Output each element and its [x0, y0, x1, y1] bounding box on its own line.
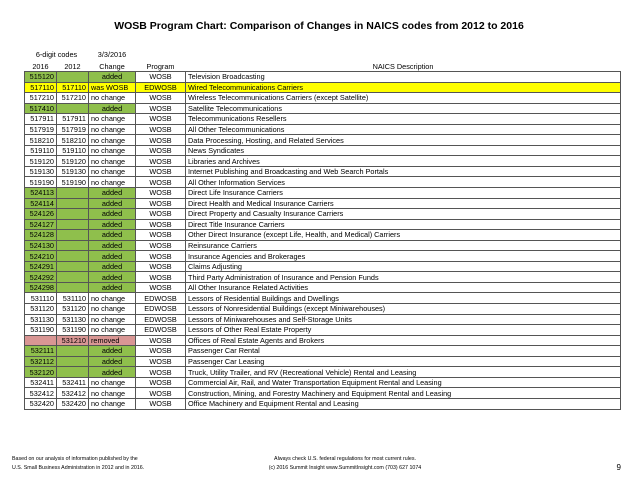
table-row — [25, 177, 621, 188]
code-2012-cell: 519190 — [57, 177, 89, 188]
table-row — [25, 272, 621, 283]
footer-right-line2: (c) 2016 Summit Insight www.SummitInsight.com (703) 627 1074 — [268, 465, 422, 471]
change-cell: no change — [89, 124, 136, 135]
program-cell: WOSB — [136, 356, 186, 367]
program-cell: WOSB — [136, 240, 186, 251]
code-2016-cell: 531130 — [25, 314, 57, 325]
table-row — [25, 346, 621, 357]
code-2016-cell: 524298 — [25, 282, 57, 293]
code-2016-cell: 524128 — [25, 230, 57, 241]
code-2016-cell: 524114 — [25, 198, 57, 209]
program-cell: EDWOSB — [136, 82, 186, 93]
program-cell: WOSB — [136, 114, 186, 125]
table-row — [25, 314, 621, 325]
description-cell: Wired Telecommunications Carriers — [186, 82, 621, 93]
table-row — [25, 388, 621, 399]
code-2012-cell — [57, 103, 89, 114]
code-2012-cell — [57, 209, 89, 220]
header-change: Change — [99, 62, 125, 71]
code-2012-cell: 531190 — [57, 325, 89, 336]
header-2016: 2016 — [32, 62, 49, 71]
change-cell: added — [89, 261, 136, 272]
program-cell: WOSB — [136, 282, 186, 293]
header-2012: 2012 — [64, 62, 81, 71]
page-number: 9 — [616, 463, 621, 472]
change-cell: no change — [89, 377, 136, 388]
description-cell: Wireless Telecommunications Carriers (except Satellite) — [186, 93, 621, 104]
code-2012-cell: 519110 — [57, 145, 89, 156]
description-cell: Office Machinery and Equipment Rental and Leasing — [186, 398, 621, 409]
code-2016-cell: 524113 — [25, 188, 57, 199]
table-row — [25, 82, 621, 93]
table-row — [25, 135, 621, 146]
code-2012-cell: 531130 — [57, 314, 89, 325]
code-2012-cell — [57, 219, 89, 230]
code-2012-cell: 519120 — [57, 156, 89, 167]
code-2012-cell: 531120 — [57, 304, 89, 315]
description-cell: Direct Life Insurance Carriers — [186, 188, 621, 199]
code-2016-cell: 531120 — [25, 304, 57, 315]
program-cell: WOSB — [136, 367, 186, 378]
table-row — [25, 356, 621, 367]
code-2016-cell: 517110 — [25, 82, 57, 93]
program-cell: WOSB — [136, 377, 186, 388]
table-row — [25, 72, 621, 83]
code-2016-cell: 517410 — [25, 103, 57, 114]
program-cell: WOSB — [136, 346, 186, 357]
description-cell: Offices of Real Estate Agents and Brokers — [186, 335, 621, 346]
description-cell: Telecommunications Resellers — [186, 114, 621, 125]
code-2012-cell — [57, 346, 89, 357]
code-2012-cell: 517911 — [57, 114, 89, 125]
table-row — [25, 251, 621, 262]
change-cell: added — [89, 282, 136, 293]
code-2012-cell — [57, 72, 89, 83]
code-2012-cell: 517210 — [57, 93, 89, 104]
program-cell: EDWOSB — [136, 304, 186, 315]
description-cell: Other Direct Insurance (except Life, Health, and Medical) Carriers — [186, 230, 621, 241]
code-2012-cell: 531110 — [57, 293, 89, 304]
code-2012-cell: 518210 — [57, 135, 89, 146]
program-cell: WOSB — [136, 219, 186, 230]
code-2016-cell: 517919 — [25, 124, 57, 135]
change-cell: added — [89, 240, 136, 251]
code-2012-cell: 532411 — [57, 377, 89, 388]
program-cell: WOSB — [136, 177, 186, 188]
table-row — [25, 166, 621, 177]
code-2012-cell — [57, 240, 89, 251]
description-cell: Direct Property and Casualty Insurance Carriers — [186, 209, 621, 220]
code-2016-cell: 531110 — [25, 293, 57, 304]
change-cell: no change — [89, 114, 136, 125]
naics-table-body — [25, 47, 621, 409]
footer-left-line1: Based on our analysis of information published by the — [12, 456, 138, 462]
change-cell: was WOSB — [89, 82, 136, 93]
program-cell: WOSB — [136, 156, 186, 167]
program-cell: WOSB — [136, 198, 186, 209]
code-2016-cell: 519120 — [25, 156, 57, 167]
code-2016-cell: 524210 — [25, 251, 57, 262]
code-2016-cell — [25, 335, 57, 346]
program-cell: WOSB — [136, 398, 186, 409]
table-row — [25, 335, 621, 346]
program-cell: WOSB — [136, 335, 186, 346]
change-cell: no change — [89, 398, 136, 409]
table-row — [25, 114, 621, 125]
code-2012-cell — [57, 251, 89, 262]
description-cell: Passenger Car Leasing — [186, 356, 621, 367]
code-2016-cell: 524127 — [25, 219, 57, 230]
change-cell: added — [89, 219, 136, 230]
code-2016-cell: 532411 — [25, 377, 57, 388]
footer-right — [230, 455, 460, 473]
change-cell: added — [89, 367, 136, 378]
description-cell: Libraries and Archives — [186, 156, 621, 167]
change-cell: no change — [89, 135, 136, 146]
table-row — [25, 398, 621, 409]
table-row — [25, 325, 621, 336]
description-cell: Claims Adjusting — [186, 261, 621, 272]
change-cell: no change — [89, 314, 136, 325]
table-row — [25, 377, 621, 388]
description-cell: Lessors of Residential Buildings and Dwellings — [186, 293, 621, 304]
table-row — [25, 93, 621, 104]
header-date: 3/3/2016 — [97, 50, 127, 59]
table-row — [25, 282, 621, 293]
code-2012-cell: 517110 — [57, 82, 89, 93]
table-row — [25, 156, 621, 167]
program-cell: WOSB — [136, 209, 186, 220]
program-cell: EDWOSB — [136, 314, 186, 325]
change-cell: added — [89, 72, 136, 83]
table-row — [25, 240, 621, 251]
description-cell: Satellite Telecommunications — [186, 103, 621, 114]
program-cell: WOSB — [136, 388, 186, 399]
code-2016-cell: 532420 — [25, 398, 57, 409]
change-cell: no change — [89, 166, 136, 177]
description-cell: All Other Information Services — [186, 177, 621, 188]
change-cell: no change — [89, 156, 136, 167]
description-cell: Truck, Utility Trailer, and RV (Recreational Vehicle) Rental and Leasing — [186, 367, 621, 378]
table-row — [25, 304, 621, 315]
code-2012-cell: 531210 — [57, 335, 89, 346]
program-cell: WOSB — [136, 251, 186, 262]
description-cell: Passenger Car Rental — [186, 346, 621, 357]
code-2016-cell: 532120 — [25, 367, 57, 378]
code-2016-cell: 531190 — [25, 325, 57, 336]
code-2012-cell — [57, 188, 89, 199]
program-cell: WOSB — [136, 261, 186, 272]
table-row — [25, 367, 621, 378]
change-cell: added — [89, 198, 136, 209]
change-cell: no change — [89, 325, 136, 336]
code-2016-cell: 524126 — [25, 209, 57, 220]
code-2012-cell — [57, 230, 89, 241]
code-2016-cell: 518210 — [25, 135, 57, 146]
code-2012-cell — [57, 261, 89, 272]
description-cell: All Other Telecommunications — [186, 124, 621, 135]
change-cell: removed — [89, 335, 136, 346]
code-2016-cell: 517210 — [25, 93, 57, 104]
description-cell: Commercial Air, Rail, and Water Transportation Equipment Rental and Leasing — [186, 377, 621, 388]
change-cell: added — [89, 230, 136, 241]
description-cell: Insurance Agencies and Brokerages — [186, 251, 621, 262]
code-2012-cell — [57, 356, 89, 367]
change-cell: added — [89, 356, 136, 367]
code-2016-cell: 532412 — [25, 388, 57, 399]
code-2016-cell: 519110 — [25, 145, 57, 156]
program-cell: WOSB — [136, 230, 186, 241]
table-row — [25, 188, 621, 199]
description-cell: Lessors of Miniwarehouses and Self-Storage Units — [186, 314, 621, 325]
code-2012-cell: 532420 — [57, 398, 89, 409]
program-cell: WOSB — [136, 166, 186, 177]
table-row — [25, 103, 621, 114]
footer-right-line1: Always check U.S. federal regulations for most current rules. — [274, 456, 416, 462]
change-cell: no change — [89, 293, 136, 304]
table-row — [25, 293, 621, 304]
header-program: Program — [146, 62, 175, 71]
code-2012-cell — [57, 367, 89, 378]
code-2012-cell: 519130 — [57, 166, 89, 177]
description-cell: Internet Publishing and Broadcasting and Web Search Portals — [186, 166, 621, 177]
change-cell: added — [89, 103, 136, 114]
code-2016-cell: 519190 — [25, 177, 57, 188]
change-cell: added — [89, 188, 136, 199]
description-cell: Lessors of Nonresidential Buildings (except Miniwarehouses) — [186, 304, 621, 315]
description-cell: Direct Health and Medical Insurance Carriers — [186, 198, 621, 209]
program-cell: WOSB — [136, 72, 186, 83]
description-cell: News Syndicates — [186, 145, 621, 156]
change-cell: added — [89, 209, 136, 220]
table-row — [25, 145, 621, 156]
program-cell: WOSB — [136, 135, 186, 146]
program-cell: WOSB — [136, 93, 186, 104]
program-cell: WOSB — [136, 124, 186, 135]
table-row — [25, 219, 621, 230]
table-row — [25, 124, 621, 135]
program-cell: WOSB — [136, 145, 186, 156]
change-cell: added — [89, 346, 136, 357]
code-2012-cell: 517919 — [57, 124, 89, 135]
program-cell: EDWOSB — [136, 325, 186, 336]
code-2016-cell: 532111 — [25, 346, 57, 357]
code-2016-cell: 524292 — [25, 272, 57, 283]
header-description: NAICS Description — [372, 62, 434, 71]
footer-left-line2: U.S. Small Business Administration in 2012 and in 2016. — [12, 465, 145, 471]
table-row — [25, 198, 621, 209]
description-cell: Direct Title Insurance Carriers — [186, 219, 621, 230]
description-cell: Television Broadcasting — [186, 72, 621, 83]
program-cell: EDWOSB — [136, 293, 186, 304]
change-cell: added — [89, 251, 136, 262]
code-2012-cell: 532412 — [57, 388, 89, 399]
program-cell: WOSB — [136, 188, 186, 199]
naics-table — [24, 47, 621, 410]
table-row — [25, 209, 621, 220]
change-cell: added — [89, 272, 136, 283]
code-2016-cell: 532112 — [25, 356, 57, 367]
footer-left — [12, 455, 144, 473]
code-2016-cell: 524130 — [25, 240, 57, 251]
code-2016-cell: 519130 — [25, 166, 57, 177]
table-row — [25, 261, 621, 272]
table-row — [25, 230, 621, 241]
description-cell: Lessors of Other Real Estate Property — [186, 325, 621, 336]
change-cell: no change — [89, 145, 136, 156]
code-2012-cell — [57, 198, 89, 209]
program-cell: WOSB — [136, 103, 186, 114]
code-2016-cell: 517911 — [25, 114, 57, 125]
program-cell: WOSB — [136, 272, 186, 283]
change-cell: no change — [89, 388, 136, 399]
description-cell: Data Processing, Hosting, and Related Services — [186, 135, 621, 146]
change-cell: no change — [89, 304, 136, 315]
header-row-top — [25, 47, 621, 59]
code-2016-cell: 524291 — [25, 261, 57, 272]
code-2012-cell — [57, 282, 89, 293]
header-group-label: 6-digit codes — [35, 50, 78, 59]
description-cell: Construction, Mining, and Forestry Machinery and Equipment Rental and Leasing — [186, 388, 621, 399]
code-2016-cell: 515120 — [25, 72, 57, 83]
description-cell: All Other Insurance Related Activities — [186, 282, 621, 293]
change-cell: no change — [89, 177, 136, 188]
header-row-columns — [25, 59, 621, 72]
change-cell: no change — [89, 93, 136, 104]
description-cell: Third Party Administration of Insurance and Pension Funds — [186, 272, 621, 283]
code-2012-cell — [57, 272, 89, 283]
description-cell: Reinsurance Carriers — [186, 240, 621, 251]
page-title: WOSB Program Chart: Comparison of Changes in NAICS codes from 2012 to 2016 — [114, 20, 524, 32]
